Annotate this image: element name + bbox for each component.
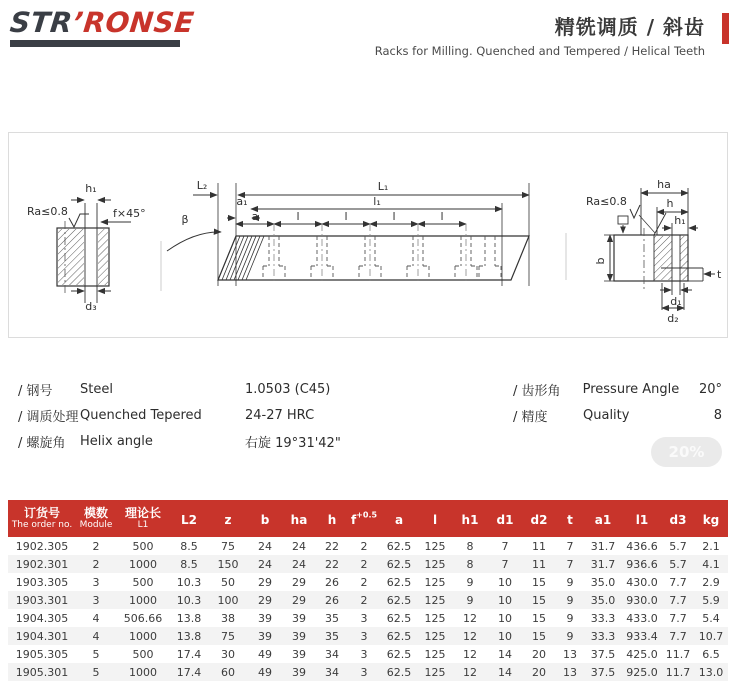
column-header: h (316, 500, 348, 537)
table-row (8, 591, 728, 609)
table-cell: 49 (258, 647, 272, 661)
table-cell: 125 (424, 575, 446, 589)
column-header: t (556, 500, 584, 537)
table-cell: 9 (466, 593, 474, 607)
page-title-english: Racks for Milling. Quenched and Tempered / Helical Teeth (374, 44, 705, 58)
table-cell: 5.9 (702, 593, 720, 607)
table-cell: 3 (360, 611, 368, 625)
table-cell: 62.5 (386, 593, 412, 607)
logo-part1: STR (8, 6, 75, 39)
dim-label-l: l (344, 210, 348, 223)
table-cell: 10 (498, 611, 512, 625)
dim-label-l: l (392, 210, 396, 223)
spec-row (513, 402, 722, 428)
table-cell: 39 (292, 629, 306, 643)
spec-row (18, 428, 438, 454)
dim-label-a1: a₁ (236, 195, 248, 208)
table-cell: 15 (532, 593, 546, 607)
table-cell: 3 (92, 593, 100, 607)
table-cell: 29 (292, 575, 306, 589)
table-cell: 125 (424, 593, 446, 607)
table-cell: 62.5 (386, 539, 412, 553)
brand-logo (10, 8, 194, 47)
table-cell: 12 (463, 611, 477, 625)
table-cell: 7 (501, 539, 509, 553)
table-cell: 7.7 (669, 629, 687, 643)
table-cell: 150 (217, 557, 239, 571)
spec-value: 1.0503 (C45) (245, 381, 331, 397)
table-cell: 39 (292, 611, 306, 625)
table-cell: 31.7 (590, 557, 616, 571)
table-cell: 8 (466, 557, 474, 571)
spec-cn: / 齿形角 (513, 383, 561, 399)
table-cell: 62.5 (386, 611, 412, 625)
dim-label-l: l (296, 210, 300, 223)
dim-label-a: a (251, 210, 259, 223)
red-accent-bar (722, 13, 729, 44)
table-cell: 500 (132, 539, 154, 553)
table-cell: 39 (292, 665, 306, 679)
column-header: ha (282, 500, 316, 537)
column-header: l (418, 500, 452, 537)
table-cell: 425.0 (626, 647, 658, 661)
table-cell: 2 (360, 557, 368, 571)
table-cell: 1000 (129, 629, 157, 643)
column-header: b (248, 500, 282, 537)
table-cell: 7 (566, 557, 574, 571)
dim-label-h: h (666, 197, 674, 210)
table-cell: 33.3 (590, 629, 616, 643)
table-cell: 26 (325, 593, 339, 607)
table-cell: 38 (221, 611, 235, 625)
table-cell: 10.3 (176, 575, 202, 589)
column-header: $f^{+0.5}$ (348, 500, 380, 537)
table-cell: 37.5 (590, 665, 616, 679)
table-cell: 3 (360, 665, 368, 679)
table-cell: 8.5 (180, 557, 198, 571)
table-cell: 37.5 (590, 647, 616, 661)
table-cell: 50 (221, 575, 235, 589)
order-no-cell: 1902.301 (15, 557, 69, 571)
order-no-cell: 1905.301 (15, 665, 69, 679)
dim-label-h1: h₁ (674, 214, 686, 227)
order-no-cell: 1903.301 (15, 593, 69, 607)
table-cell: 62.5 (386, 575, 412, 589)
table-cell: 33.3 (590, 611, 616, 625)
table-cell: 933.4 (626, 629, 658, 643)
spec-cn: / 钢号 (18, 383, 53, 399)
table-cell: 24 (258, 557, 272, 571)
spec-en: Quality (583, 407, 630, 423)
table-cell: 2 (360, 575, 368, 589)
table-cell: 436.6 (626, 539, 658, 553)
table-cell: 7.7 (669, 611, 687, 625)
table-cell: 11.7 (665, 665, 691, 679)
table-cell: 930.0 (626, 593, 658, 607)
logo-underline-bar (10, 40, 180, 47)
table-cell: 10 (498, 593, 512, 607)
table-cell: 31.7 (590, 539, 616, 553)
table-cell: 2.1 (702, 539, 720, 553)
table-cell: 39 (258, 629, 272, 643)
surface-finish-label: Ra≤0.8 (27, 205, 68, 218)
column-header: 理论长 L1 (116, 500, 170, 537)
table-cell: 12 (463, 629, 477, 643)
table-cell: 500 (132, 647, 154, 661)
table-cell: 15 (532, 575, 546, 589)
table-cell: 12 (463, 665, 477, 679)
table-cell: 506.66 (123, 611, 163, 625)
dim-label-t: t (717, 268, 722, 281)
table-cell: 10.3 (176, 593, 202, 607)
table-cell: 35 (325, 629, 339, 643)
dim-label-l: l (440, 210, 444, 223)
table-cell: 3 (360, 647, 368, 661)
dim-label-d2: d₂ (667, 312, 679, 325)
right-section-view (586, 178, 722, 325)
table-cell: 62.5 (386, 647, 412, 661)
dim-label-d1: d₁ (670, 295, 682, 308)
logo-apostrophe: ’ (70, 6, 86, 39)
table-row (8, 537, 728, 555)
spec-value: 20° (698, 381, 722, 397)
dim-label-beta: β (181, 213, 189, 226)
dim-label-L1: L₁ (377, 180, 389, 193)
table-cell: 29 (292, 593, 306, 607)
page-titles (375, 11, 705, 58)
table-cell: 34 (325, 647, 339, 661)
spec-en: Steel (80, 381, 113, 397)
dim-label-b: b (594, 257, 607, 265)
logo-part2: RONSE (81, 6, 196, 39)
spec-row (513, 376, 722, 402)
table-cell: 20 (532, 647, 546, 661)
surface-finish-label: Ra≤0.8 (586, 195, 627, 208)
table-header-row (8, 500, 728, 537)
order-no-cell: 1903.305 (15, 575, 69, 589)
table-row (8, 627, 728, 645)
spec-en: Quenched Tepered (80, 407, 202, 423)
table-cell: 3 (360, 629, 368, 643)
table-row (8, 555, 728, 573)
table-cell: 5.7 (669, 539, 687, 553)
spec-cn: / 精度 (513, 409, 548, 425)
table-cell: 24 (292, 557, 306, 571)
table-cell: 62.5 (386, 665, 412, 679)
table-cell: 24 (292, 539, 306, 553)
table-cell: 5.4 (702, 611, 720, 625)
spec-row (18, 376, 438, 402)
table-row (8, 609, 728, 627)
spec-value: 24-27 HRC (245, 407, 315, 423)
table-cell: 430.0 (626, 575, 658, 589)
table-cell: 125 (424, 629, 446, 643)
column-header: kg (694, 500, 728, 537)
column-header: 模数 Module (76, 500, 116, 537)
dim-label-l1: l₁ (373, 195, 381, 208)
table-cell: 14 (498, 665, 512, 679)
column-header: 订货号 The order no. (8, 500, 76, 537)
table-cell: 3 (92, 575, 100, 589)
table-cell: 29 (258, 575, 272, 589)
column-header: l1 (622, 500, 662, 537)
left-section-view (27, 182, 146, 313)
table-cell: 15 (532, 629, 546, 643)
table-cell: 125 (424, 647, 446, 661)
table-cell: 62.5 (386, 629, 412, 643)
table-cell: 7 (566, 539, 574, 553)
order-no-cell: 1902.305 (15, 539, 69, 553)
table-cell: 125 (424, 665, 446, 679)
spec-en: Helix angle (80, 433, 153, 449)
table-cell: 125 (424, 557, 446, 571)
dim-label-h1: h₁ (85, 182, 97, 195)
spec-cn: / 调质处理 (18, 409, 79, 425)
technical-drawing-panel (8, 132, 728, 338)
column-header: a1 (584, 500, 622, 537)
spec-value: 右旋 19°31'42" (245, 435, 341, 451)
table-cell: 5.7 (669, 557, 687, 571)
table-cell: 1000 (129, 557, 157, 571)
table-body (8, 537, 728, 681)
table-cell: 35.0 (590, 575, 616, 589)
table-cell: 4.1 (702, 557, 720, 571)
spec-value: 8 (713, 407, 722, 423)
table-cell: 26 (325, 575, 339, 589)
table-cell: 39 (292, 647, 306, 661)
table-cell: 13.0 (698, 665, 724, 679)
column-header: L2 (170, 500, 208, 537)
dim-label-L2: L₂ (196, 179, 208, 192)
table-row (8, 573, 728, 591)
table-cell: 936.6 (626, 557, 658, 571)
table-cell: 5 (92, 647, 100, 661)
table-cell: 49 (258, 665, 272, 679)
table-row (8, 645, 728, 663)
table-cell: 11 (532, 557, 546, 571)
table-cell: 9 (466, 575, 474, 589)
table-cell: 500 (132, 575, 154, 589)
table-cell: 30 (221, 647, 235, 661)
table-cell: 6.5 (702, 647, 720, 661)
table-cell: 100 (217, 593, 239, 607)
table-cell: 34 (325, 665, 339, 679)
table-cell: 13 (563, 665, 577, 679)
column-header: a (380, 500, 418, 537)
page-title-chinese: 精铣调质 / 斜齿 (554, 15, 705, 39)
table-cell: 13 (563, 647, 577, 661)
table-cell: 13.8 (176, 629, 202, 643)
table-cell: 13.8 (176, 611, 202, 625)
order-no-cell: 1904.301 (15, 629, 69, 643)
table-cell: 20 (532, 665, 546, 679)
table-cell: 11 (532, 539, 546, 553)
brand-logo-text (8, 8, 195, 39)
table-cell: 4 (92, 629, 100, 643)
dim-label-d3: d₃ (85, 300, 97, 313)
table-cell: 1000 (129, 593, 157, 607)
column-header: h1 (452, 500, 488, 537)
table-cell: 22 (325, 539, 339, 553)
table-cell: 35.0 (590, 593, 616, 607)
order-no-cell: 1904.305 (15, 611, 69, 625)
table-cell: 2 (360, 593, 368, 607)
table-cell: 2 (92, 557, 100, 571)
table-cell: 9 (566, 629, 574, 643)
table-row (8, 663, 728, 681)
spec-row (18, 402, 438, 428)
table-cell: 62.5 (386, 557, 412, 571)
order-no-cell: 1905.305 (15, 647, 69, 661)
column-header: d3 (662, 500, 694, 537)
dim-label-f45: f×45° (113, 207, 146, 220)
specs-left (18, 376, 438, 454)
table-cell: 8 (466, 539, 474, 553)
table-cell: 17.4 (176, 665, 202, 679)
table-cell: 24 (258, 539, 272, 553)
table-cell: 22 (325, 557, 339, 571)
table-cell: 35 (325, 611, 339, 625)
table-cell: 75 (221, 629, 235, 643)
table-cell: 9 (566, 575, 574, 589)
watermark-badge: 20% (651, 437, 722, 467)
table-cell: 433.0 (626, 611, 658, 625)
table-cell: 1000 (129, 665, 157, 679)
table-cell: 11.7 (665, 647, 691, 661)
table-cell: 5 (92, 665, 100, 679)
table-cell: 10 (498, 629, 512, 643)
table-cell: 7.7 (669, 575, 687, 589)
table-cell: 4 (92, 611, 100, 625)
table-cell: 17.4 (176, 647, 202, 661)
table-cell: 125 (424, 611, 446, 625)
table-cell: 14 (498, 647, 512, 661)
table-cell: 2.9 (702, 575, 720, 589)
table-cell: 2 (360, 539, 368, 553)
table-cell: 7.7 (669, 593, 687, 607)
table-cell: 15 (532, 611, 546, 625)
spec-en: Pressure Angle (582, 381, 680, 397)
product-table (8, 500, 728, 681)
table-cell: 2 (92, 539, 100, 553)
table-cell: 125 (424, 539, 446, 553)
rack-top-view (167, 179, 529, 286)
column-header: d2 (522, 500, 556, 537)
table-cell: 10 (498, 575, 512, 589)
table-cell: 39 (258, 611, 272, 625)
table-cell: 7 (501, 557, 509, 571)
table-cell: 75 (221, 539, 235, 553)
column-header: d1 (488, 500, 522, 537)
table-cell: 60 (221, 665, 235, 679)
table-cell: 12 (463, 647, 477, 661)
table-cell: 9 (566, 593, 574, 607)
table-cell: 925.0 (626, 665, 658, 679)
technical-drawing (9, 133, 727, 337)
specs-right (513, 376, 722, 428)
dim-label-ha: ha (657, 178, 671, 191)
spec-cn: / 螺旋角 (18, 435, 66, 451)
table-cell: 9 (566, 611, 574, 625)
column-header: z (208, 500, 248, 537)
table-cell: 8.5 (180, 539, 198, 553)
table-cell: 29 (258, 593, 272, 607)
table-cell: 10.7 (698, 629, 724, 643)
table-head (8, 500, 728, 537)
